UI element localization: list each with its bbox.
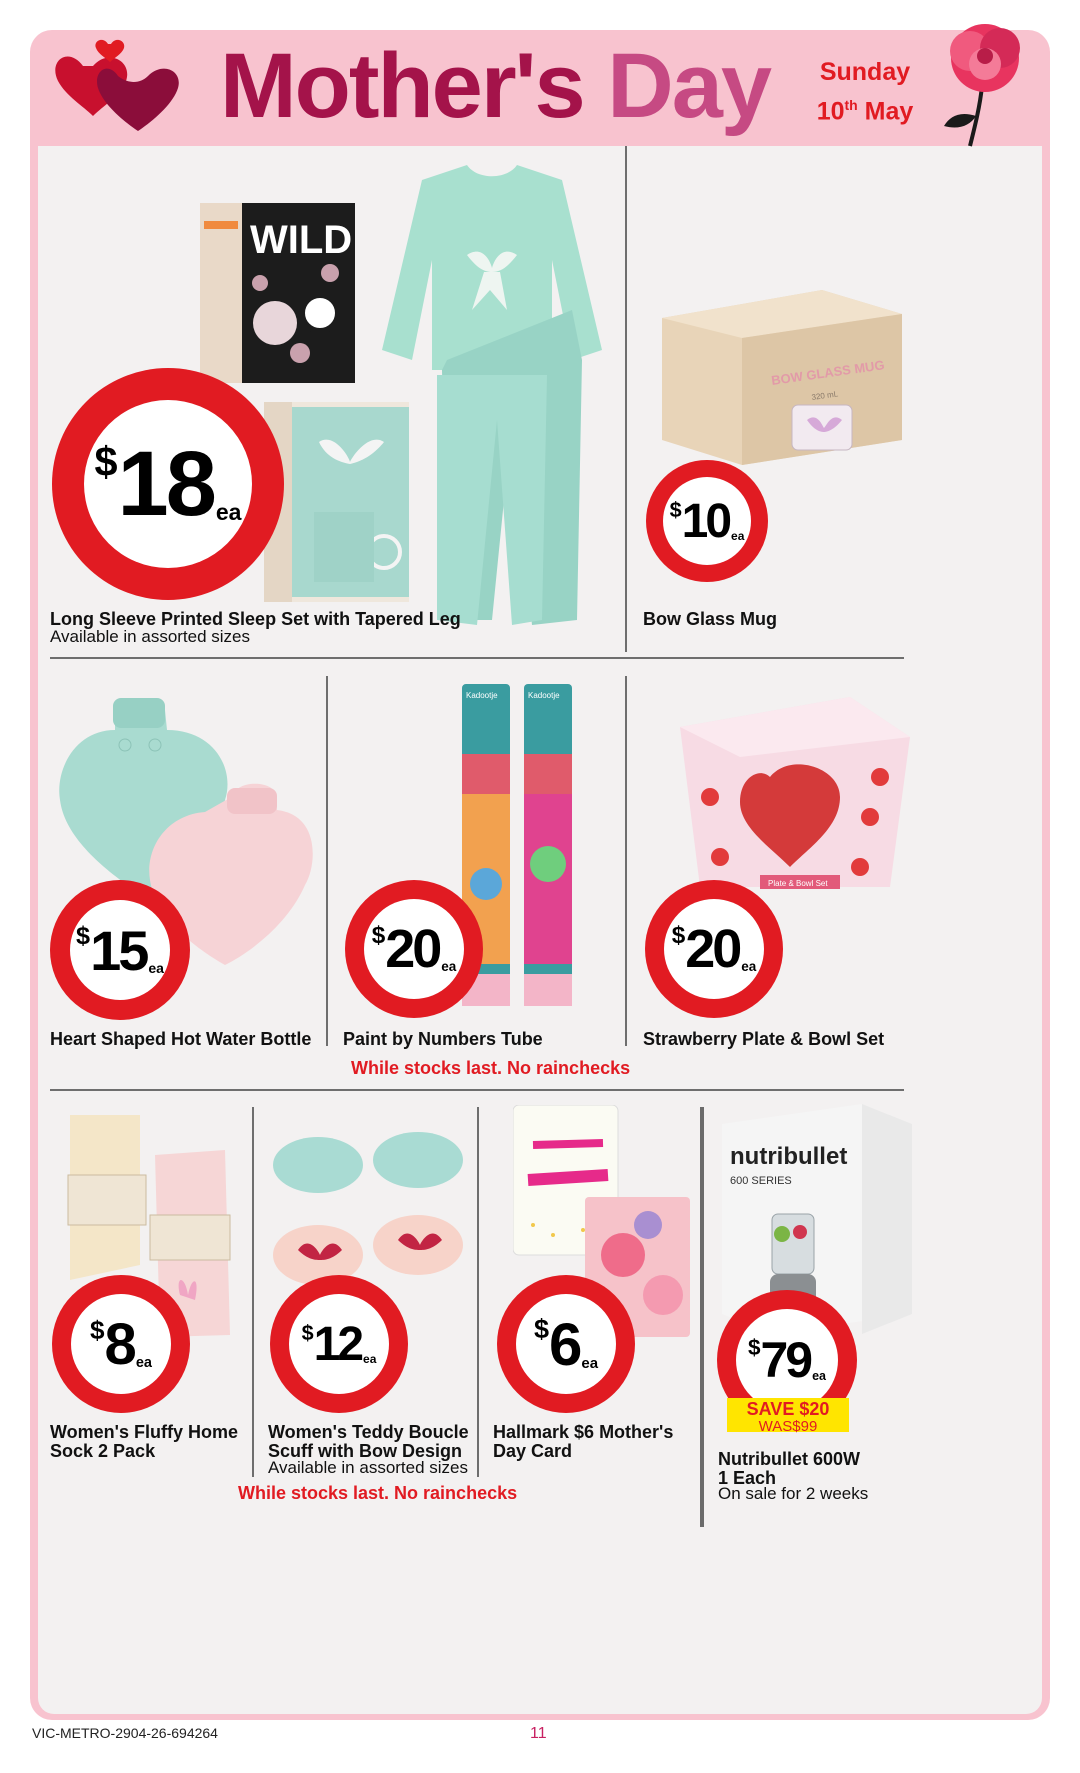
product-name-socks: Women's Fluffy Home Sock 2 Pack <box>50 1422 238 1461</box>
price-ticket-sleep-set <box>52 368 284 600</box>
mug-box-image <box>662 290 902 465</box>
date-weekday: Sunday <box>819 58 911 86</box>
product-name-hot-water-bottle: Heart Shaped Hot Water Bottle <box>50 1029 312 1049</box>
price-ticket-hot-water-bottle <box>50 880 190 1020</box>
footer-page-number: 11 <box>530 1725 547 1742</box>
product-sub-nutribullet: On sale for 2 weeks <box>718 1484 869 1503</box>
title-part-day: Day <box>607 35 771 137</box>
footer-catalogue-code: VIC-METRO-2904-26-694264 <box>32 1725 218 1741</box>
notice-row2: While stocks last. No rainchecks <box>351 1058 631 1078</box>
price-mug: $ 10 ea <box>669 494 745 548</box>
price-nutribullet: $ 79 ea <box>747 1332 827 1388</box>
price-ticket-strawberry-set <box>645 880 783 1018</box>
product-name-card: Hallmark $6 Mother's Day Card <box>493 1422 674 1461</box>
price-slippers: $ 12 ea <box>301 1317 377 1371</box>
product-name-sleep-set: Long Sleeve Printed Sleep Set with Tapered Leg <box>50 609 461 629</box>
price-hot-water-bottle: $ 15 ea <box>76 918 164 982</box>
sleep-set-pack-image <box>200 203 355 383</box>
product-sub-sleep-set: Available in assorted sizes <box>50 627 251 646</box>
price-ticket-paint-tube <box>345 880 483 1018</box>
svg-text:BOW GLASS MUG: BOW GLASS MUG <box>770 357 886 388</box>
divider-row3-a <box>252 1107 254 1477</box>
flower-icon <box>920 16 1050 151</box>
svg-text:600 SERIES: 600 SERIES <box>730 1175 792 1187</box>
product-name-slippers: Women's Teddy Boucle Scuff with Bow Design <box>268 1422 469 1461</box>
event-date <box>800 56 930 128</box>
price-ticket-slippers <box>270 1275 408 1413</box>
page-title <box>220 34 770 139</box>
product-name-nutribullet: Nutribullet 600W 1 Each <box>718 1449 861 1488</box>
divider-row1-bottom <box>50 657 904 659</box>
svg-text:Kadootje: Kadootje <box>466 691 498 700</box>
divider-row2-bottom <box>50 1089 904 1091</box>
divider-row3-b <box>477 1107 479 1477</box>
price-sleep-set: $ 18 ea <box>94 432 242 535</box>
price-paint-tube: $ 20 ea <box>371 919 457 979</box>
svg-text:320 mL: 320 mL <box>811 389 839 402</box>
svg-text:nutribullet: nutribullet <box>730 1143 848 1170</box>
divider-row1 <box>625 146 627 652</box>
price-ticket-card <box>497 1275 635 1413</box>
notice-row3: While stocks last. No rainchecks <box>238 1483 518 1503</box>
svg-text:Kadootje: Kadootje <box>528 691 560 700</box>
divider-row2-a <box>326 676 328 1046</box>
date-day-month: 10th May <box>816 97 914 126</box>
price-strawberry-set: $ 20 ea <box>671 919 757 979</box>
pyjamas-image <box>372 160 612 635</box>
title-part-mothers: Mother's <box>220 35 584 137</box>
svg-text:Plate & Bowl Set: Plate & Bowl Set <box>768 879 828 888</box>
product-name-strawberry-set: Strawberry Plate & Bowl Set <box>643 1029 885 1049</box>
svg-text:WILD: WILD <box>250 218 353 262</box>
divider-row3-c <box>700 1107 704 1527</box>
save-badge-nutribullet: SAVE $20 WAS$99 <box>727 1398 849 1432</box>
strawberry-set-image <box>680 697 910 892</box>
hearts-icon <box>48 36 188 146</box>
product-sub-slippers: Available in assorted sizes <box>268 1458 469 1477</box>
price-card: $ 6 ea <box>533 1310 599 1378</box>
product-name-mug: Bow Glass Mug <box>643 609 778 629</box>
product-name-paint-tube: Paint by Numbers Tube <box>343 1029 543 1049</box>
price-socks: $ 8 ea <box>90 1311 152 1377</box>
divider-row2-b <box>625 676 627 1046</box>
price-ticket-mug <box>646 460 768 582</box>
price-ticket-socks <box>52 1275 190 1413</box>
